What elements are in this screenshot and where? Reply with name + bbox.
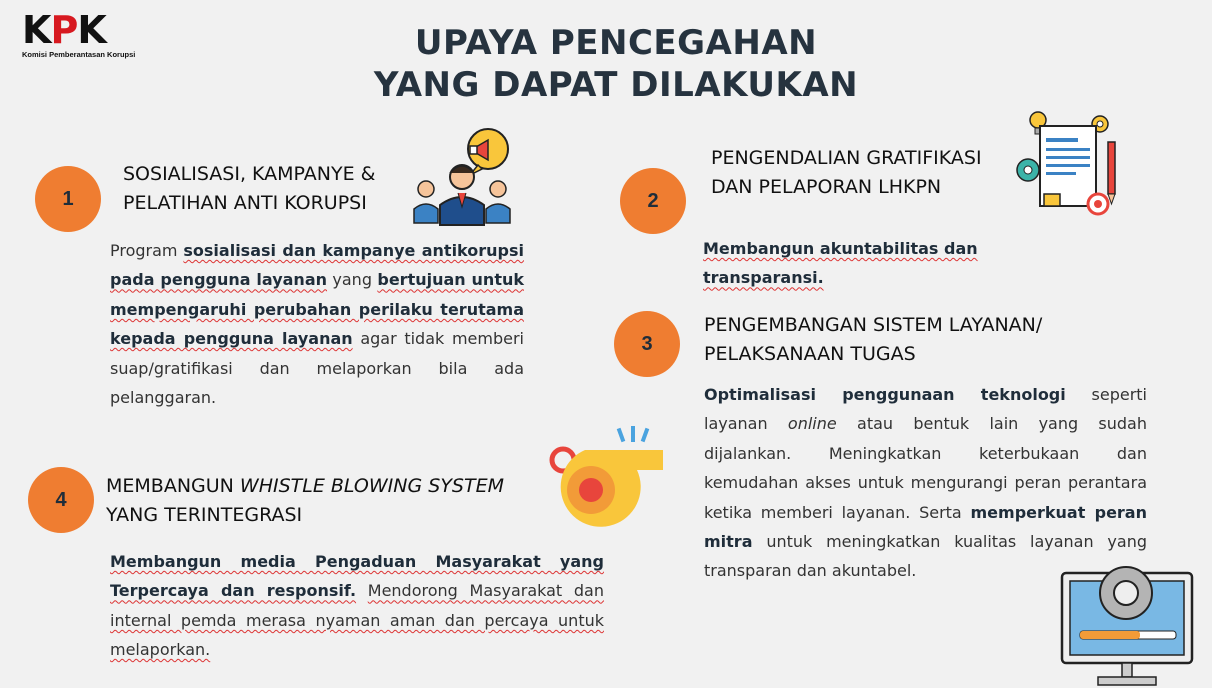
kpk-logo-subtitle: Komisi Pemberantasan Korupsi (22, 50, 136, 59)
section-2-heading: PENGENDALIAN GRATIFIKASI DAN PELAPORAN LHKPN (711, 147, 982, 198)
megaphone-team-icon (410, 127, 516, 227)
section-3-number: 3 (614, 311, 680, 377)
section-3-body: Optimalisasi penggunaan teknologi seperti layanan online atau bentuk lain yang sudah dijalankan. Meningkatkan keterbukaan dan kemudahan akses untuk mengurangi peran perantara ketika memberi layanan. Serta memperkuat peran mitra untuk meningkatkan kualitas layanan yang transparan dan akuntabel. (704, 385, 1147, 581)
kpk-logo: KPK (22, 8, 106, 52)
document-checklist-icon (1010, 104, 1128, 222)
page-title-line2: YANG DAPAT DILAKUKAN (373, 65, 859, 105)
computer-gear-icon (1058, 555, 1198, 688)
section-2-number: 2 (620, 168, 686, 234)
section-2-body: Membangun akuntabilitas dan transparansi. (703, 239, 978, 288)
page-title-line1: UPAYA PENCEGAHAN (414, 23, 818, 63)
whistle-icon (545, 424, 665, 534)
section-1-number: 1 (35, 166, 101, 232)
section-1-body: Program sosialisasi dan kampanye antikorupsi pada pengguna layanan yang bertujuan untuk mempengaruhi perubahan perilaku terutama kepada pengguna layanan agar tidak memberi suap/gratifikasi dan melaporkan bila ada pelanggaran. (110, 241, 524, 408)
section-4-heading: MEMBANGUN WHISTLE BLOWING SYSTEM YANG TERINTEGRASI (106, 475, 504, 526)
section-4-number: 4 (28, 467, 94, 533)
section-1-heading: SOSIALISASI, KAMPANYE & PELATIHAN ANTI KORUPSI (123, 163, 376, 214)
section-3-heading: PENGEMBANGAN SISTEM LAYANAN/ PELAKSANAAN TUGAS (704, 314, 1043, 365)
section-4-body: Membangun media Pengaduan Masyarakat yang Terpercaya dan responsif. Mendorong Masyarakat dan internal pemda merasa nyaman aman dan percaya untuk melaporkan. (110, 552, 604, 660)
